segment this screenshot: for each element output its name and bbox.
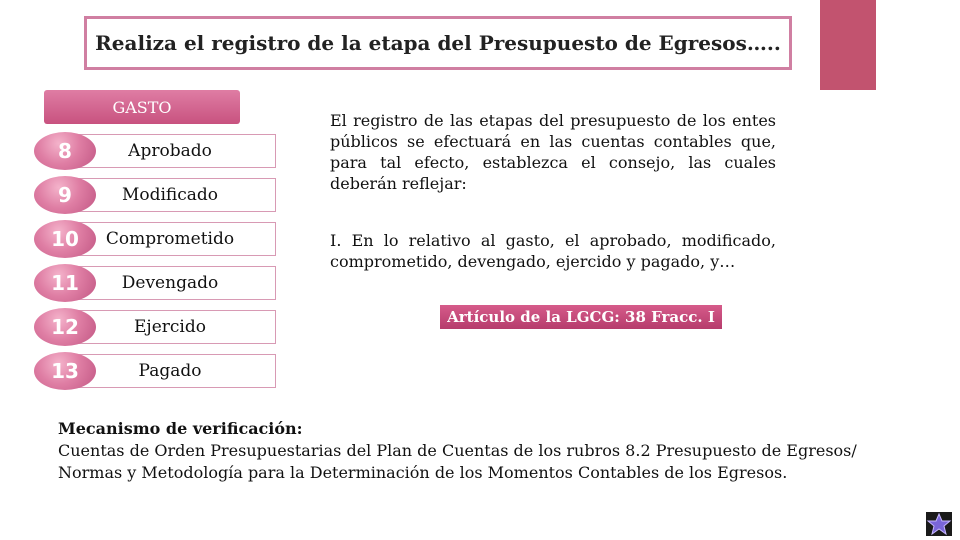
gasto-item-label: Aprobado bbox=[64, 134, 276, 168]
gasto-header: GASTO bbox=[44, 90, 240, 124]
gasto-item bbox=[34, 134, 278, 170]
gasto-item-label: Modificado bbox=[64, 178, 276, 212]
gasto-item bbox=[34, 354, 278, 390]
gasto-item-label: Ejercido bbox=[64, 310, 276, 344]
paragraph-registro: El registro de las etapas del presupuesto de los entes públicos se efectuará en las cuentas contables que, para tal efecto, establezca el consejo, las cuales deberán reflejar: bbox=[330, 111, 776, 193]
gasto-item-number: 11 bbox=[34, 264, 96, 302]
verification-block bbox=[58, 418, 918, 484]
gasto-item bbox=[34, 266, 278, 302]
gasto-item-label: Devengado bbox=[64, 266, 276, 300]
gasto-item-number: 12 bbox=[34, 308, 96, 346]
title-box bbox=[84, 16, 792, 70]
verification-heading: Mecanismo de verificación: bbox=[58, 419, 303, 438]
gasto-item-number: 10 bbox=[34, 220, 96, 258]
accent-bar bbox=[820, 0, 876, 90]
gasto-item bbox=[34, 310, 278, 346]
verification-text: Cuentas de Orden Presupuestarias del Plan de Cuentas de los rubros 8.2 Presupuesto de Egresos/ Normas y Metodología para la Determinación de los Momentos Contables de los Egresos. bbox=[58, 441, 857, 482]
gasto-item-number: 9 bbox=[34, 176, 96, 214]
gasto-item bbox=[34, 178, 278, 214]
article-reference: Artículo de la LGCG: 38 Fracc. I bbox=[440, 305, 722, 329]
gasto-item-number: 8 bbox=[34, 132, 96, 170]
gasto-item-label: Pagado bbox=[64, 354, 276, 388]
gasto-item-number: 13 bbox=[34, 352, 96, 390]
paragraph-gasto: I. En lo relativo al gasto, el aprobado, modificado, comprometido, devengado, ejercido y pagado, y… bbox=[330, 231, 776, 271]
gasto-item-label: Comprometido bbox=[64, 222, 276, 256]
gasto-item bbox=[34, 222, 278, 258]
star-nav-icon[interactable] bbox=[926, 512, 952, 536]
page-title: Realiza el registro de la etapa del Presupuesto de Egresos….. bbox=[95, 31, 781, 55]
